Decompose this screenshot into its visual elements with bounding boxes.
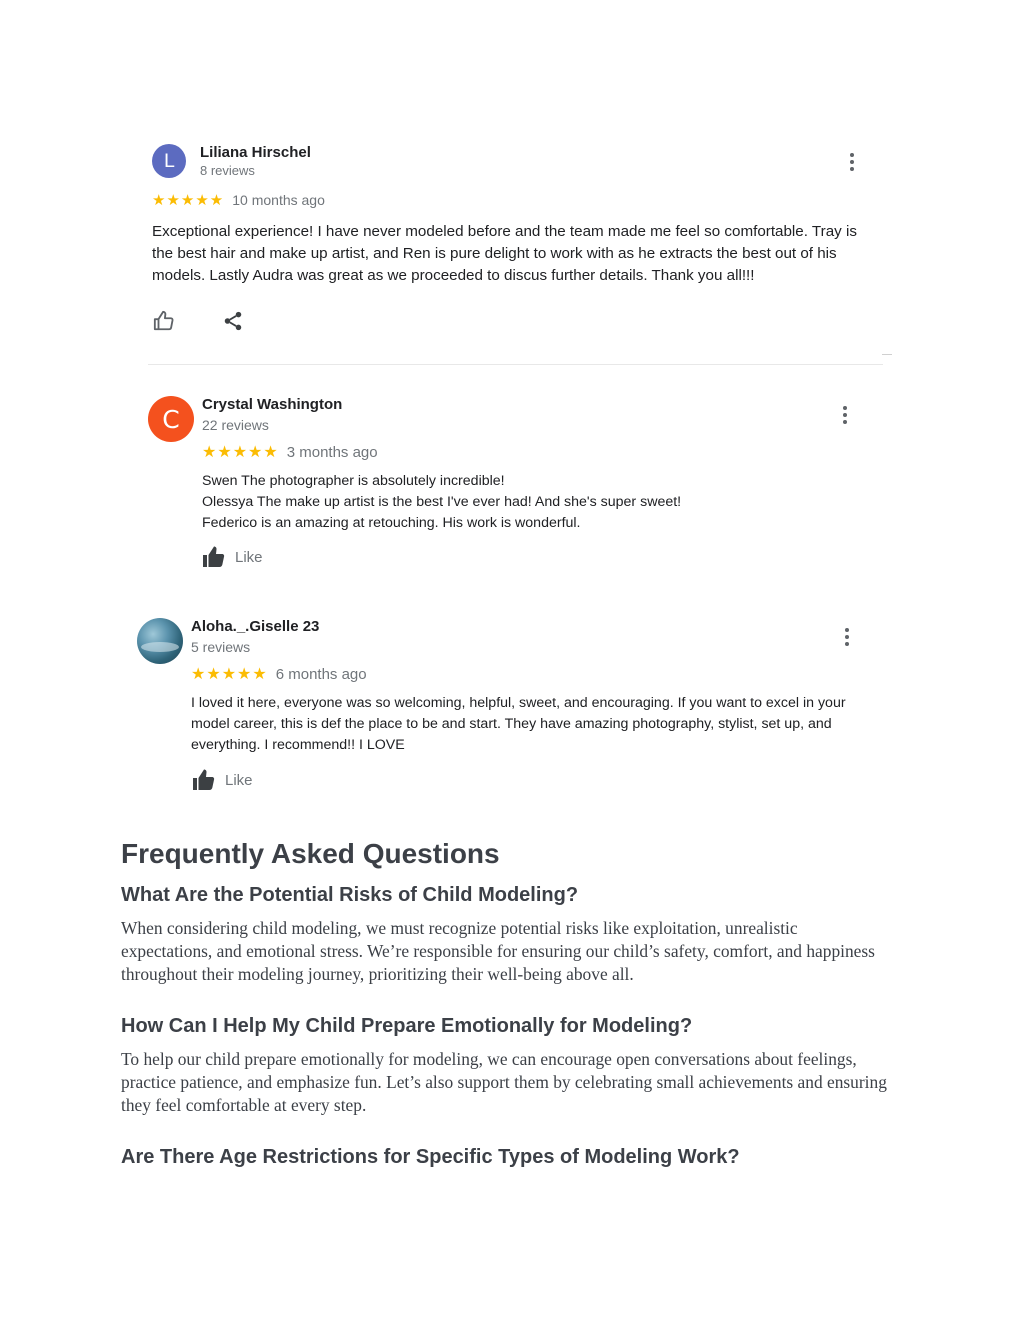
thumbs-up-icon (201, 545, 227, 569)
faq-answer: When considering child modeling, we must recognize potential risks like exploitation, unrealistic expectations, and emotional stress. We’re responsible for ensuring our child’s safety, comfort, and happiness throughout their modeling journey, prioritizing their well-being above all. (121, 918, 875, 984)
avatar[interactable]: L (152, 144, 186, 178)
reviewer-name[interactable]: Crystal Washington (202, 396, 343, 413)
review-line: everything. I recommend!! I LOVE (191, 737, 405, 753)
review-text (152, 221, 892, 287)
like-button[interactable] (191, 768, 253, 792)
divider (148, 364, 883, 365)
divider (882, 354, 892, 355)
review-time: 6 months ago (275, 665, 367, 683)
rating-row (202, 442, 378, 462)
review-count: 8 reviews (200, 163, 255, 178)
review-count: 5 reviews (191, 639, 251, 655)
thumbs-up-icon (191, 768, 217, 792)
review-line: I loved it here, everyone was so welcoming, helpful, sweet, and encouraging. If you want to excel in your (191, 695, 846, 711)
rating-row (152, 191, 325, 209)
review-line: Exceptional experience! I have never modeled before and the team made me feel so comfortable. Tray is (152, 223, 857, 240)
review-time: 10 months ago (232, 192, 325, 208)
review-text (191, 693, 891, 756)
faq-question: What Are the Potential Risks of Child Modeling? (121, 884, 579, 906)
review-line: the best hair and make up artist, and Ren is pure delight to work with as he extracts the best out of his (152, 245, 837, 262)
faq-answer: To help our child prepare emotionally for modeling, we can encourage open conversations about feelings, practice patience, and emphasize fun. Let’s also support them by celebrating small achievements and ensuring they feel comfortable at every step. (121, 1049, 887, 1115)
more-options-icon[interactable] (843, 628, 851, 646)
review-count: 22 reviews (202, 417, 269, 433)
more-options-icon[interactable] (841, 406, 849, 424)
star-rating: ★★★★★ (152, 192, 225, 209)
review-line: Federico is an amazing at retouching. His work is wonderful. (202, 515, 581, 531)
review-text (202, 471, 882, 534)
faq-question: How Can I Help My Child Prepare Emotionally for Modeling? (121, 1015, 693, 1037)
faq-title: Frequently Asked Questions (121, 838, 500, 869)
more-options-icon[interactable] (848, 153, 856, 171)
reviewer-name[interactable]: Aloha._.Giselle 23 (191, 618, 320, 635)
avatar[interactable] (137, 618, 183, 664)
like-label: Like (225, 771, 253, 789)
reviewer-name[interactable]: Liliana Hirschel (200, 144, 311, 161)
share-icon[interactable] (222, 310, 244, 332)
thumbs-up-outline-icon[interactable] (153, 310, 175, 332)
review-line: models. Lastly Audra was great as we proceeded to discus further details. Thank you all!!! (152, 267, 755, 284)
like-button[interactable] (201, 545, 263, 569)
review-line: Swen The photographer is absolutely incredible! (202, 473, 505, 489)
star-rating: ★★★★★ (202, 444, 279, 461)
avatar[interactable]: C (148, 396, 194, 442)
faq-question: Are There Age Restrictions for Specific Types of Modeling Work? (121, 1146, 740, 1168)
star-rating: ★★★★★ (191, 666, 268, 683)
rating-row (191, 664, 367, 684)
review-line: Olessya The make up artist is the best I've ever had! And she's super sweet! (202, 494, 682, 510)
review-time: 3 months ago (286, 443, 378, 461)
like-label: Like (235, 548, 263, 566)
review-line: model career, this is def the place to be and start. They have amazing photography, stylist, set up, and (191, 716, 832, 732)
